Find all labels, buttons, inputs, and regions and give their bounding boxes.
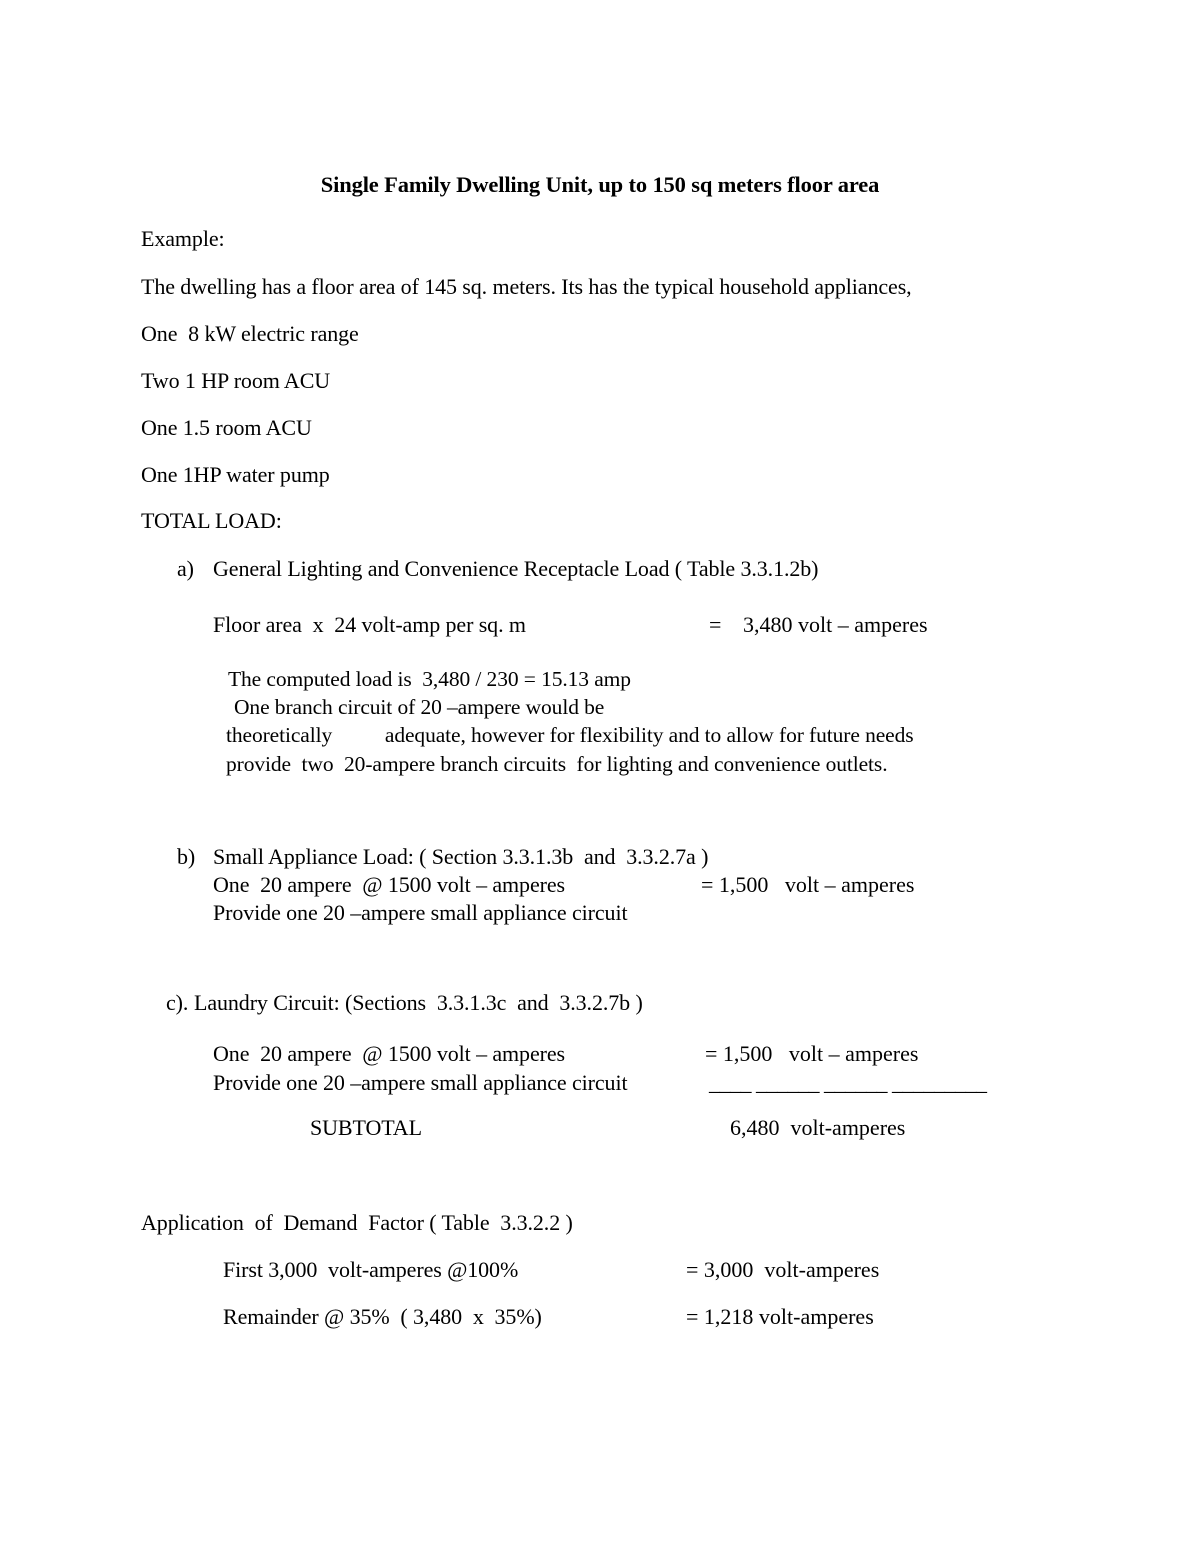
demand-factor-row-value: = 3,000 volt-amperes bbox=[686, 1257, 880, 1282]
section-a-note-line: One branch circuit of 20 –ampere would be bbox=[234, 695, 605, 719]
section-c-calc-value: = 1,500 volt – amperes bbox=[705, 1041, 919, 1066]
appliance-item: Two 1 HP room ACU bbox=[141, 368, 331, 393]
section-c-calc-label: One 20 ampere @ 1500 volt – amperes bbox=[213, 1041, 565, 1066]
page-title: Single Family Dwelling Unit, up to 150 sq meters floor area bbox=[320, 172, 880, 197]
example-label: Example: bbox=[141, 226, 225, 251]
section-c-provision: Provide one 20 –ampere small appliance circuit bbox=[213, 1070, 628, 1095]
appliance-item: One 1HP water pump bbox=[141, 462, 330, 487]
section-c-heading: Laundry Circuit: (Sections 3.3.1.3c and 3.3.2.7b ) bbox=[194, 990, 643, 1015]
section-b-calc-label: One 20 ampere @ 1500 volt – amperes bbox=[213, 872, 565, 897]
section-a-calc-value: 3,480 volt – amperes bbox=[743, 612, 928, 637]
dwelling-description: The dwelling has a floor area of 145 sq. meters. Its has the typical household appliances, bbox=[141, 274, 912, 299]
section-b-heading: Small Appliance Load: ( Section 3.3.1.3b and 3.3.2.7a ) bbox=[213, 844, 709, 869]
subtotal-value: 6,480 volt-amperes bbox=[730, 1115, 906, 1140]
demand-factor-row-value: = 1,218 volt-amperes bbox=[686, 1304, 874, 1329]
list-marker-a: a) bbox=[177, 556, 194, 581]
total-load-label: TOTAL LOAD: bbox=[141, 508, 282, 533]
subtotal-label: SUBTOTAL bbox=[310, 1115, 422, 1140]
section-b-provision: Provide one 20 –ampere small appliance circuit bbox=[213, 900, 628, 925]
appliance-item: One 8 kW electric range bbox=[141, 321, 359, 346]
appliance-item: One 1.5 room ACU bbox=[141, 415, 312, 440]
list-marker-b: b) bbox=[177, 844, 196, 869]
section-a-note-line: theoretically adequate, however for flexibility and to allow for future needs bbox=[226, 723, 914, 747]
section-b-calc-value: = 1,500 volt – amperes bbox=[701, 872, 915, 897]
section-a-heading: General Lighting and Convenience Receptacle Load ( Table 3.3.1.2b) bbox=[213, 556, 819, 581]
list-marker-c: c). bbox=[166, 990, 189, 1015]
section-a-calc-label: Floor area x 24 volt-amp per sq. m bbox=[213, 612, 526, 637]
demand-factor-row-label: First 3,000 volt-amperes @100% bbox=[223, 1257, 519, 1282]
section-a-note-line: provide two 20-ampere branch circuits for lighting and convenience outlets. bbox=[226, 752, 888, 776]
section-a-calc-equals: = bbox=[709, 612, 722, 637]
demand-factor-heading: Application of Demand Factor ( Table 3.3.2.2 ) bbox=[141, 1210, 573, 1235]
section-a-note-line: The computed load is 3,480 / 230 = 15.13 amp bbox=[228, 667, 631, 691]
demand-factor-row-label: Remainder @ 35% ( 3,480 x 35%) bbox=[223, 1304, 542, 1329]
subtotal-rule: ____ ______ ______ _________ bbox=[709, 1070, 987, 1095]
